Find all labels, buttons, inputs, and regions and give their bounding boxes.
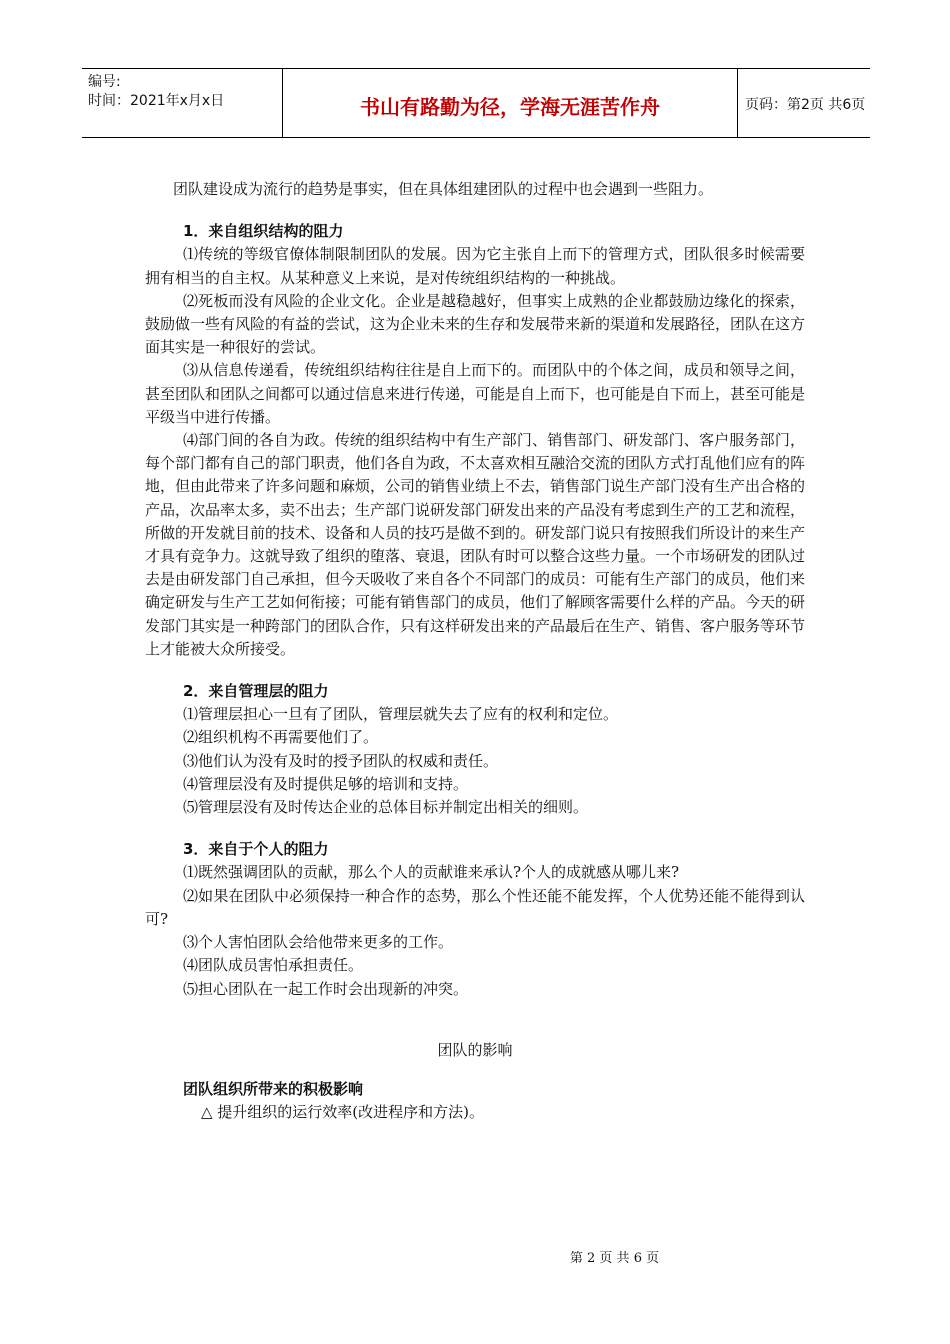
section2-item: ⑵组织机构不再需要他们了。	[183, 728, 379, 747]
time-label: 时间：2021年x月x日	[88, 93, 225, 109]
code-label: 编号:	[88, 74, 121, 90]
page-footer: 第 2 页 共 6 页	[569, 1251, 660, 1266]
section2-item: ⑸管理层没有及时传达企业的总体目标并制定出相关的细则。	[183, 798, 589, 817]
section3-item: ⑶个人害怕团队会给他带来更多的工作。	[183, 933, 454, 952]
section1-paragraph: ⑵死板而没有风险的企业文化。企业是越稳越好，但事实上成熟的企业都鼓励边缘化的探索，鼓励做一些有风险的有益的尝试，这为企业未来的生存和发展带来新的渠道和发展路径，团队在这方面其实是一种很好的尝试。	[145, 291, 806, 357]
document-body	[145, 178, 805, 1124]
section1-title: 1．来自组织结构的阻力	[183, 222, 344, 241]
section1-paragraph: ⑴传统的等级官僚体制限制团队的发展。因为它主张自上而下的管理方式，团队很多时候需要拥有相当的自主权。从某种意义上来说，是对传统组织结构的一种挑战。	[145, 245, 805, 287]
impact-subtitle: 团队组织所带来的积极影响	[183, 1079, 364, 1098]
section3-item: ⑴既然强调团队的贡献，那么个人的贡献谁来承认?个人的成就感从哪儿来?	[183, 863, 680, 882]
section3-item: ⑷团队成员害怕承担责任。	[183, 956, 364, 975]
section1-paragraph: ⑶从信息传递看，传统组织结构往往是自上而下的。而团队中的个体之间，成员和领导之间，甚至团队和团队之间都可以通过信息来进行传递，可能是自上而下，也可能是自下而上，甚至可能是平级当中进行传播。	[145, 361, 806, 426]
section2-item: ⑴管理层担心一旦有了团队，管理层就失去了应有的权利和定位。	[183, 705, 619, 724]
intro-paragraph: 团队建设成为流行的趋势是事实，但在具体组建团队的过程中也会遇到一些阻力。	[173, 180, 714, 198]
page-info: 页码：第2页 共6页	[745, 97, 866, 113]
header-mid-cell	[282, 69, 738, 137]
section3-title: 3．来自于个人的阻力	[183, 840, 329, 859]
section3-item: ⑸担心团队在一起工作时会出现新的冲突。	[183, 979, 469, 998]
header-left-cell	[82, 69, 282, 137]
section2-title: 2．来自管理层的阻力	[183, 682, 329, 701]
section3-item: ⑵如果在团队中必须保持一种合作的态势，那么个性还能不能发挥，个人优势还能不能得到认可?	[145, 886, 805, 928]
header-right-cell	[737, 69, 870, 137]
section2-item: ⑷管理层没有及时提供足够的培训和支持。	[183, 774, 469, 793]
impact-item: △ 提升组织的运行效率(改进程序和方法)。	[201, 1103, 485, 1122]
motto: 书山有路勤为径，学海无涯苦作舟	[360, 95, 660, 119]
impact-title: 团队的影响	[437, 1040, 513, 1059]
header-table	[82, 68, 870, 138]
section2-item: ⑶他们认为没有及时的授予团队的权威和责任。	[183, 751, 499, 770]
section1-paragraph: ⑷部门间的各自为政。传统的组织结构中有生产部门、销售部门、研发部门、客户服务部门，每个部门都有自己的部门职责，他们各自为政，不太喜欢相互融洽交流的团队方式打乱他们应有的阵地，但由此带来了许多问题和麻烦，公司的销售业绩上不去，销售部门说生产部门没有生产出合格的产品，次品率太多，卖不出去；生产部门说研发部门研发出来的产品没有考虑到生产的工艺和流程，所做的开发就目前的技术、设备和人员的技巧是做不到的。研发部门说只有按照我们所设计的来生产才具有竞争力。这就导致了组织的堕落、衰退，团队有时可以整合这些力量。一个市场研发的团队过去是由研发部门自己承担，但今天吸收了来自各个不同部门的成员：可能有生产部门的成员，他们来确定研发与生产工艺如何衔接；可能有销售部门的成员，他们了解顾客需要什么样的产品。今天的研发部门其实是一种跨部门的团队合作，只有这样研发出来的产品最后在生产、销售、客户服务等环节上才能被大众所接受。	[145, 431, 806, 658]
